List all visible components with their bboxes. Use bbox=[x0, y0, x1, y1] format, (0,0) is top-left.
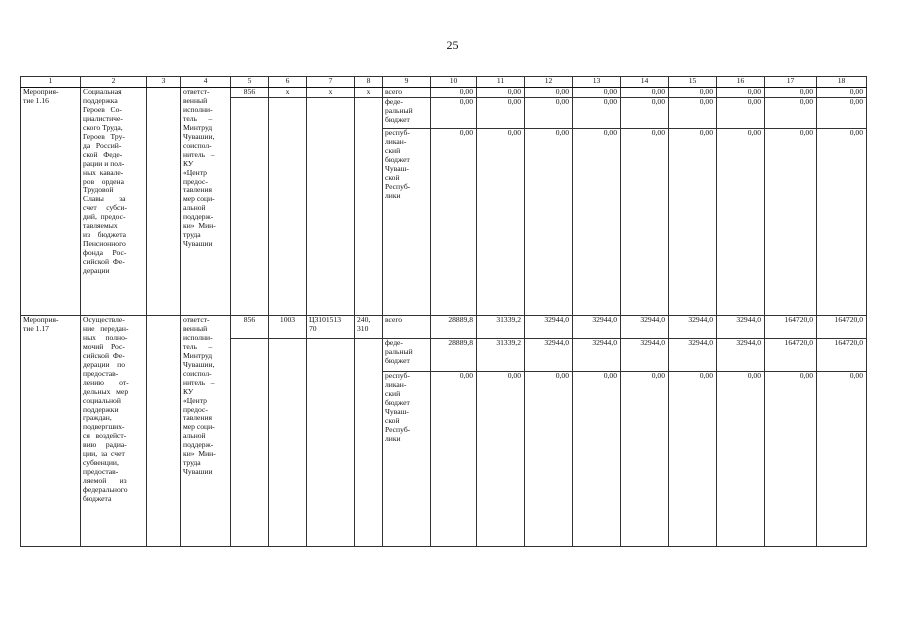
budget-code-grbs: 856 bbox=[231, 316, 269, 339]
empty-cell bbox=[307, 339, 355, 547]
column-number: 11 bbox=[477, 77, 525, 88]
value-cell: 0,00 bbox=[621, 98, 669, 129]
column-number: 7 bbox=[307, 77, 355, 88]
value-cell: 0,00 bbox=[477, 372, 525, 547]
value-cell: 164720,0 bbox=[765, 339, 817, 372]
column-number-header-row bbox=[21, 77, 867, 88]
measure-col3 bbox=[147, 316, 181, 547]
value-cell: 0,00 bbox=[431, 372, 477, 547]
value-cell: 0,00 bbox=[525, 98, 573, 129]
page-number: 25 bbox=[446, 38, 459, 52]
value-cell: 0,00 bbox=[431, 88, 477, 98]
column-number: 16 bbox=[717, 77, 765, 88]
value-cell: 0,00 bbox=[817, 98, 867, 129]
value-cell: 32944,0 bbox=[717, 316, 765, 339]
value-cell: 0,00 bbox=[477, 98, 525, 129]
value-cell: 0,00 bbox=[431, 98, 477, 129]
budget-code-target: Ц3101513 70 bbox=[307, 316, 355, 339]
value-cell: 0,00 bbox=[573, 372, 621, 547]
empty-cell bbox=[231, 98, 269, 316]
value-cell: 0,00 bbox=[621, 88, 669, 98]
value-cell: 0,00 bbox=[765, 88, 817, 98]
value-cell: 32944,0 bbox=[573, 316, 621, 339]
value-cell: 32944,0 bbox=[525, 339, 573, 372]
value-cell: 0,00 bbox=[525, 129, 573, 316]
column-number: 8 bbox=[355, 77, 383, 88]
value-cell: 0,00 bbox=[765, 98, 817, 129]
value-cell: 0,00 bbox=[717, 98, 765, 129]
value-cell: 0,00 bbox=[573, 98, 621, 129]
measure-description: Социальная поддержка Героев Со- циалистиче- ского Труда, Героев Тру- да Россий- ской Феде- рации и пол- ных кавале- ров ордена Трудовой Славы за счет субси- дий, предос- тавляемых из бюджета Пенсионного фонда Рос- сийской Фе- дерации bbox=[81, 88, 147, 316]
value-cell: 0,00 bbox=[573, 88, 621, 98]
value-cell: 31339,2 bbox=[477, 316, 525, 339]
budget-code-section: x bbox=[269, 88, 307, 98]
funding-source: феде- ральный бюджет bbox=[383, 339, 431, 372]
funding-source: феде- ральный бюджет bbox=[383, 98, 431, 129]
budget-code-section: 1003 bbox=[269, 316, 307, 339]
column-number: 13 bbox=[573, 77, 621, 88]
column-number: 1 bbox=[21, 77, 81, 88]
table-row bbox=[21, 88, 867, 98]
measure-executor: ответст- венный исполни- тель – Минтруд Чувашии, соиспол- нитель – КУ «Центр предос- тавления мер соци- альной поддерж- ки» Мин- труда Чувашии bbox=[181, 88, 231, 316]
column-number: 14 bbox=[621, 77, 669, 88]
value-cell: 0,00 bbox=[669, 372, 717, 547]
value-cell: 164720,0 bbox=[817, 316, 867, 339]
value-cell: 32944,0 bbox=[525, 316, 573, 339]
column-number: 12 bbox=[525, 77, 573, 88]
measure-description: Осуществле- ние передан- ных полно- мочий Рос- сийской Фе- дерации по предостав- лению от- дельных мер социальной поддержки граждан, подвергших- ся воздейст- вию радиа- ции, за счет субвенции, предостав- ляемой из федерального бюджета bbox=[81, 316, 147, 547]
funding-source: респуб- ликан- ский бюджет Чуваш- ской Респуб- лики bbox=[383, 129, 431, 316]
value-cell: 164720,0 bbox=[765, 316, 817, 339]
value-cell: 0,00 bbox=[573, 129, 621, 316]
value-cell: 0,00 bbox=[431, 129, 477, 316]
measure-col3 bbox=[147, 88, 181, 316]
value-cell: 0,00 bbox=[817, 88, 867, 98]
value-cell: 28889,8 bbox=[431, 339, 477, 372]
budget-code-target: x bbox=[307, 88, 355, 98]
column-number: 10 bbox=[431, 77, 477, 88]
budget-code-expense-type: 240, 310 bbox=[355, 316, 383, 339]
value-cell: 0,00 bbox=[621, 372, 669, 547]
value-cell: 0,00 bbox=[717, 372, 765, 547]
value-cell: 32944,0 bbox=[669, 316, 717, 339]
column-number: 6 bbox=[269, 77, 307, 88]
measure-executor: ответст- венный исполни- тель – Минтруд Чувашии, соиспол- нитель – КУ «Центр предос- тавления мер соци- альной поддерж- ки» Мин- труда Чувашии bbox=[181, 316, 231, 547]
funding-source: всего bbox=[383, 88, 431, 98]
column-number: 3 bbox=[147, 77, 181, 88]
column-number: 18 bbox=[817, 77, 867, 88]
value-cell: 0,00 bbox=[525, 88, 573, 98]
empty-cell bbox=[355, 339, 383, 547]
value-cell: 0,00 bbox=[817, 372, 867, 547]
value-cell: 31339,2 bbox=[477, 339, 525, 372]
column-number: 4 bbox=[181, 77, 231, 88]
column-number: 9 bbox=[383, 77, 431, 88]
value-cell: 0,00 bbox=[669, 88, 717, 98]
value-cell: 0,00 bbox=[669, 129, 717, 316]
column-number: 2 bbox=[81, 77, 147, 88]
value-cell: 32944,0 bbox=[621, 339, 669, 372]
value-cell: 32944,0 bbox=[621, 316, 669, 339]
value-cell: 0,00 bbox=[765, 129, 817, 316]
value-cell: 0,00 bbox=[765, 372, 817, 547]
value-cell: 0,00 bbox=[477, 129, 525, 316]
table-row bbox=[21, 316, 867, 339]
value-cell: 32944,0 bbox=[573, 339, 621, 372]
budget-code-grbs: 856 bbox=[231, 88, 269, 98]
funding-source: респуб- ликан- ский бюджет Чуваш- ской Респуб- лики bbox=[383, 372, 431, 547]
empty-cell bbox=[269, 339, 307, 547]
value-cell: 0,00 bbox=[477, 88, 525, 98]
value-cell: 0,00 bbox=[717, 88, 765, 98]
value-cell: 0,00 bbox=[525, 372, 573, 547]
value-cell: 0,00 bbox=[817, 129, 867, 316]
funding-source: всего bbox=[383, 316, 431, 339]
column-number: 17 bbox=[765, 77, 817, 88]
value-cell: 32944,0 bbox=[669, 339, 717, 372]
value-cell: 0,00 bbox=[669, 98, 717, 129]
measure-name: Мероприя- тие 1.17 bbox=[21, 316, 81, 547]
value-cell: 164720,0 bbox=[817, 339, 867, 372]
budget-code-expense-type: x bbox=[355, 88, 383, 98]
value-cell: 28889,8 bbox=[431, 316, 477, 339]
empty-cell bbox=[269, 98, 307, 316]
measure-name: Мероприя- тие 1.16 bbox=[21, 88, 81, 316]
value-cell: 0,00 bbox=[717, 129, 765, 316]
empty-cell bbox=[355, 98, 383, 316]
value-cell: 32944,0 bbox=[717, 339, 765, 372]
empty-cell bbox=[231, 339, 269, 547]
empty-cell bbox=[307, 98, 355, 316]
value-cell: 0,00 bbox=[621, 129, 669, 316]
column-number: 15 bbox=[669, 77, 717, 88]
column-number: 5 bbox=[231, 77, 269, 88]
program-funding-table bbox=[20, 76, 867, 547]
